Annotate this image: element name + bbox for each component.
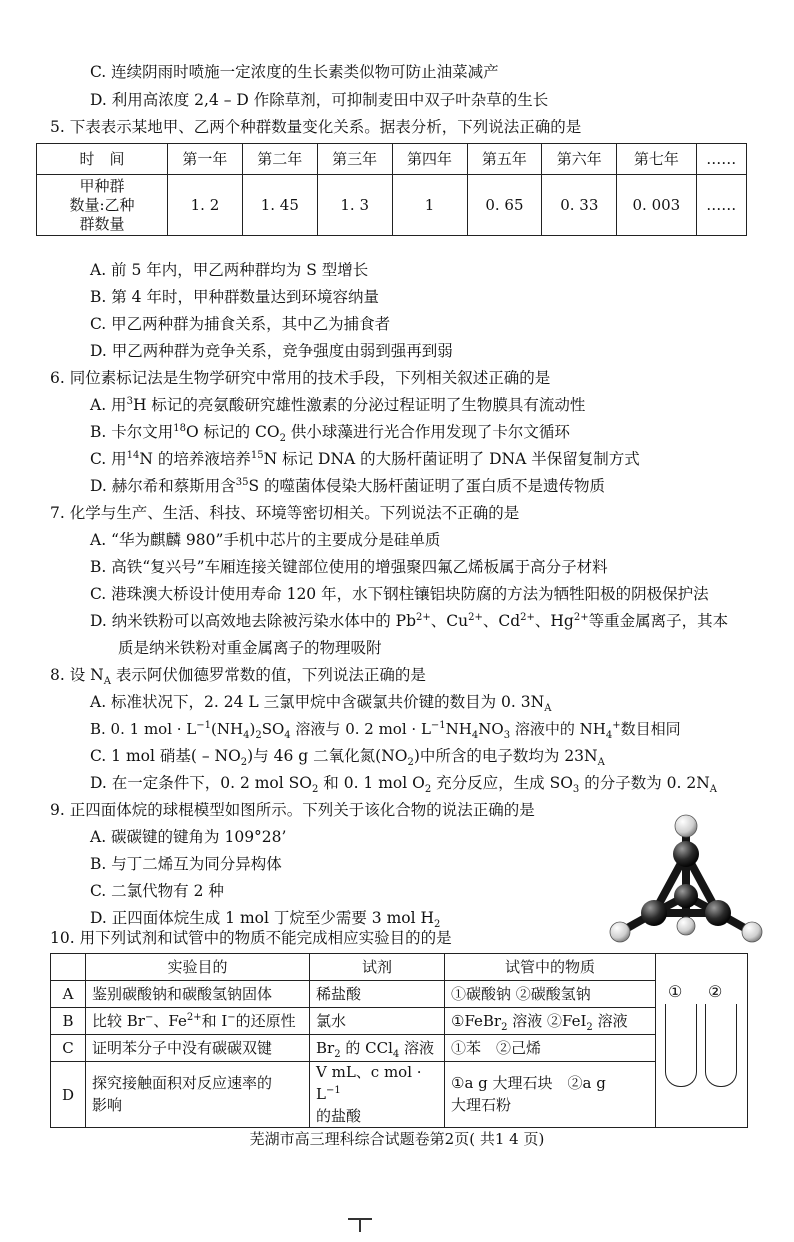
q10-row-d (51, 1062, 748, 1128)
hydrogen-atom (610, 922, 630, 942)
q5-col: …… (696, 144, 746, 175)
q5-value: 0. 33 (542, 175, 617, 236)
q4-option-c: C. 连续阴雨时喷施一定浓度的生长素类似物可防止油菜减产 (90, 63, 499, 81)
carbon-atom (673, 841, 699, 867)
q5-col: 第五年 (467, 144, 542, 175)
q5-row-label (37, 175, 168, 236)
q8-option-d: D. 在一定条件下，0. 2 mol $SO_2$ 和 0. 1 mol $O_2$ 充分反应，生成 $SO_3$ 的分子数为 0. $2N_A$ (90, 774, 718, 796)
q5-value: 1 (392, 175, 467, 236)
q10-substance (445, 1062, 656, 1128)
q10-header: 实验目的 (86, 954, 310, 981)
test-tube-1 (665, 1004, 697, 1087)
q10-purpose: 鉴别碳酸钠和碳酸氢钠固体 (86, 981, 310, 1008)
hydrogen-atom (742, 922, 762, 942)
tube-label: ① (668, 982, 683, 1001)
q6-option-a: A. 用$^3$H 标记的亮氨酸研究雄性激素的分泌过程证明了生物膜具有流动性 (90, 395, 586, 414)
q5-stem: 5. 下表表示某地甲、乙两个种群数量变化关系。据表分析，下列说法正确的是 (50, 118, 582, 136)
q5-option-a: A. 前 5 年内，甲乙两种群均为 S 型增长 (90, 261, 369, 279)
q10-row-b (51, 1008, 748, 1035)
q6-option-c: C. 用$^{14}$N 的培养液培养$^{15}$N 标记 DNA 的大肠杆菌证明了 DNA 半保留复制方式 (90, 449, 640, 468)
q10-substance: ①FeBr$_2$ 溶液 ②FeI$_2$ 溶液 (445, 1008, 656, 1035)
q5-col: 第四年 (392, 144, 467, 175)
q5-col: 第六年 (542, 144, 617, 175)
tube-label: ② (708, 982, 723, 1001)
q7-option-d: D. 纳米铁粉可以高效地去除被污染水体中的 $Pb^{2+}$、$Cu^{2+}$、$Cd^{2+}$、$Hg^{2+}$等重金属离子，其本 (90, 611, 729, 630)
q10-header-row (51, 954, 748, 981)
tetrahedrane-model (594, 866, 784, 956)
q9-option-a: A. 碳碳键的键角为 109°28’ (90, 828, 287, 846)
q9-option-d: D. 正四面体烷生成 1 mol 丁烷至少需要 3 mol $H_2$ (90, 909, 441, 931)
q6-stem: 6. 同位素标记法是生物学研究中常用的技术手段，下列相关叙述正确的是 (50, 369, 551, 387)
carbon-atom (641, 900, 667, 926)
q7-option-b: B. 高铁“复兴号”车厢连接关键部位使用的增强聚四氟乙烯板属于高分子材料 (90, 558, 608, 576)
q10-purpose-line: 探究接触面积对反应速率的 (92, 1073, 273, 1092)
q10-reagent: 氯水 (310, 1008, 445, 1035)
test-tubes-cell (656, 954, 748, 1128)
q5-option-b: B. 第 4 年时，甲种群数量达到环境容纳量 (90, 288, 379, 306)
carbon-atom (674, 884, 698, 908)
q5-value: 0. 003 (617, 175, 696, 236)
q5-row-label-line: 群数量 (79, 214, 125, 233)
q10-row-key: A (51, 981, 86, 1008)
q10-row-a (51, 981, 748, 1008)
q10-purpose (86, 1062, 310, 1128)
q10-purpose: 比较 Br−、$Fe^{2+}$和 I−的还原性 (86, 1008, 310, 1035)
q5-value: 1. 45 (242, 175, 317, 236)
q10-reagent (310, 1062, 445, 1128)
q5-col: 第三年 (317, 144, 392, 175)
q6-option-b: B. 卡尔文用$^{18}$O 标记的 $CO_2$ 供小球藻进行光合作用发现了卡尔文循环 (90, 422, 570, 445)
q10-substance: ①苯 ②己烯 (445, 1035, 656, 1062)
q10-header: 试剂 (310, 954, 445, 981)
test-tube-2 (705, 1004, 737, 1087)
q10-reagent-line: 的盐酸 (316, 1106, 362, 1125)
q10-row-c (51, 1035, 748, 1062)
q7-option-c: C. 港珠澳大桥设计使用寿命 120 年，水下钢柱镶铝块防腐的方法为牺牲阳极的阴极保护法 (90, 585, 709, 603)
q5-row-label-line: 数量:乙种 (69, 195, 135, 214)
q9-stem: 9. 正四面体烷的球棍模型如图所示。下列关于该化合物的说法正确的是 (50, 801, 535, 819)
q5-value: …… (696, 175, 746, 236)
q5-row-label-line: 甲种群 (79, 177, 125, 195)
q5-table-value-row (37, 175, 747, 236)
q9-option-c: C. 二氯代物有 2 种 (90, 882, 224, 900)
q10-reagent: $Br_2$ 的 CCl$_4$ 溶液 (310, 1035, 445, 1062)
q10-substance-line: ①a g 大理石块 ②a g (451, 1073, 606, 1092)
q10-reagent: 稀盐酸 (310, 981, 445, 1008)
q10-purpose-line: 影响 (92, 1095, 123, 1114)
q10-substance: ①碳酸钠 ②碳酸氢钠 (445, 981, 656, 1008)
binding-mark-stem (359, 1218, 361, 1232)
q5-table (36, 143, 747, 236)
q4-option-d: D. 利用高浓度 2,4 – D 作除草剂，可抑制麦田中双子叶杂草的生长 (90, 91, 549, 109)
hydrogen-atom (677, 917, 695, 935)
q6-option-d: D. 赫尔希和蔡斯用含$^{35}$S 的噬菌体侵染大肠杆菌证明了蛋白质不是遗传物质 (90, 476, 606, 495)
q5-value: 1. 3 (317, 175, 392, 236)
q5-option-d: D. 甲乙两种群为竞争关系，竞争强度由弱到强再到弱 (90, 342, 453, 360)
q5-value: 0. 65 (467, 175, 542, 236)
q10-reagent-line: V mL、c mol · $L^{-1}$ (316, 1063, 422, 1103)
q8-option-b: B. 0. 1 mol · $L^{-1}(NH_4)_2SO_4$ 溶液与 0. 2 mol · $L^{-1}NH_4NO_3$ 溶液中的 $NH_4^+$数目相同 (90, 720, 681, 741)
q9-option-b: B. 与丁二烯互为同分异构体 (90, 855, 282, 873)
page-footer: 芜湖市高三理科综合试题卷第2页( 共1 4 页) (249, 1130, 545, 1148)
q5-col: 第二年 (242, 144, 317, 175)
q10-header-blank (51, 954, 86, 981)
q8-stem: 8. 设 $N_A$ 表示阿伏伽德罗常数的值，下列说法正确的是 (50, 666, 426, 688)
carbon-atom (705, 900, 731, 926)
q7-option-d-cont: 质是纳米铁粉对重金属离子的物理吸附 (118, 639, 382, 657)
q5-option-c: C. 甲乙两种群为捕食关系，其中乙为捕食者 (90, 315, 391, 333)
q8-option-a: A. 标准状况下，2. 24 L 三氯甲烷中含碳氯共价键的数目为 0. $3N_A$ (90, 693, 552, 715)
q5-col: 第七年 (617, 144, 696, 175)
q10-table (50, 953, 748, 1128)
q5-header-label: 时 间 (37, 144, 168, 175)
q7-stem: 7. 化学与生产、生活、科技、环境等密切相关。下列说法不正确的是 (50, 504, 520, 522)
q10-row-key: C (51, 1035, 86, 1062)
q10-purpose: 证明苯分子中没有碳碳双键 (86, 1035, 310, 1062)
q10-substance-line: 大理石粉 (451, 1095, 512, 1114)
q5-value: 1. 2 (168, 175, 243, 236)
q8-option-c: C. 1 mol 硝基( – $NO_2$)与 46 g 二氧化氮$(NO_2)$中所含的电子数均为 $23N_A$ (90, 747, 605, 769)
q10-row-key: B (51, 1008, 86, 1035)
q7-option-a: A. “华为麒麟 980”手机中芯片的主要成分是硅单质 (90, 531, 441, 549)
q10-row-key: D (51, 1062, 86, 1128)
q10-stem: 10. 用下列试剂和试管中的物质不能完成相应实验目的的是 (50, 929, 452, 947)
q5-col: 第一年 (168, 144, 243, 175)
hydrogen-atom (675, 815, 697, 837)
q10-header: 试管中的物质 (445, 954, 656, 981)
q5-table-header-row (37, 144, 747, 175)
